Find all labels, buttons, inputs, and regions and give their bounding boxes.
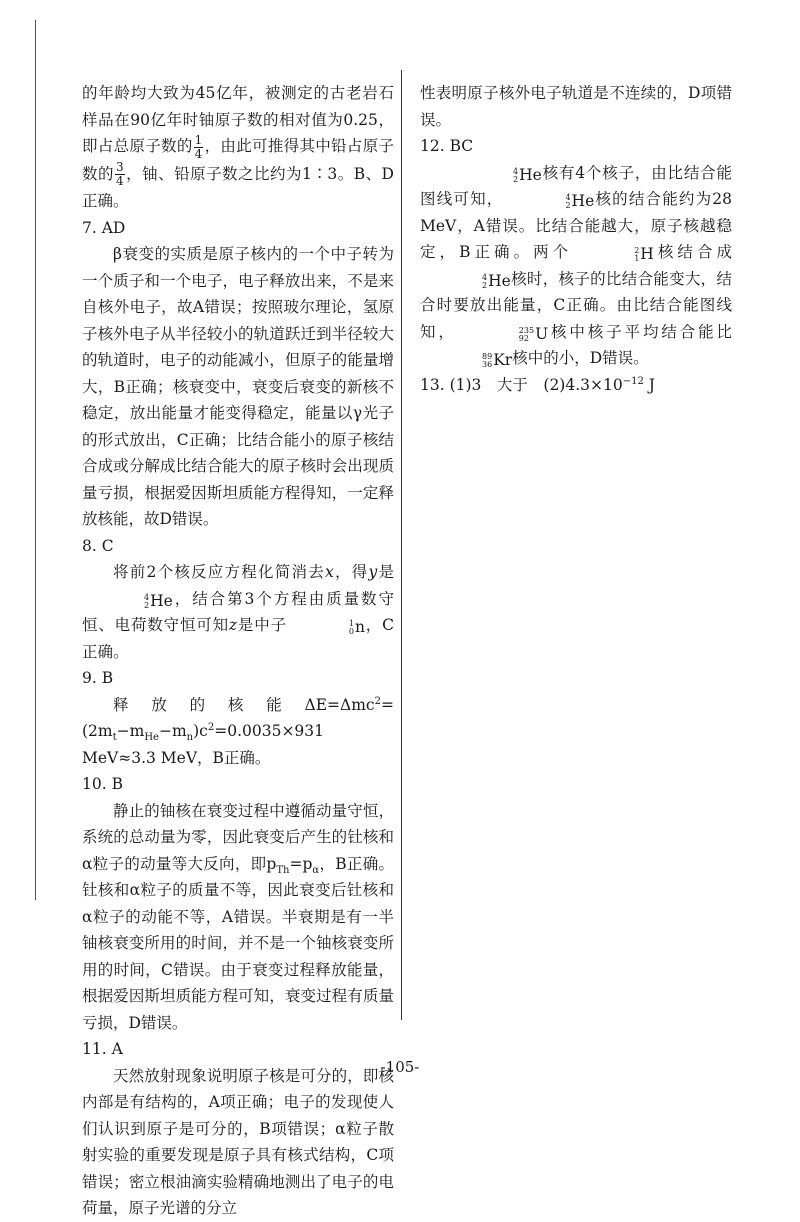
left-margin-rule	[35, 20, 36, 900]
question-13-answer: 13. (1)3 大于 $(2)4.3\times 10^{-12}$ J	[420, 375, 655, 394]
nuclide-helium-4: 4 2 He	[144, 591, 173, 610]
question-8-heading: 8. C	[82, 536, 114, 555]
question-10-explanation: 静止的铀核在衰变过程中遵循动量守恒，系统的总动量为零，因此衰变后产生的钍核和α粒子的动量等大反向，即$p_{Th}=p_\alpha$，B正确。钍核和α粒子的质量不等，因此衰变后钍核和α粒子的动能不等，A错误。半衰期是有一半铀核衰变所用的时间，并不是一个铀核衰变所用的时间，C错误。由于衰变过程释放能量，根据爱因斯坦质能方程可知，衰变过程有质量亏损，D错误。	[82, 801, 394, 1032]
question-10-heading: 10. B	[82, 775, 123, 793]
column-divider	[401, 70, 402, 1020]
question-7-explanation: β衰变的实质是原子核内的一个中子转为一个质子和一个电子，电子释放出来，不是来自核外电子，故A错误；按照玻尔理论，氢原子核外电子从半径较小的轨道跃迁到半径较大的轨道时，电子的动能减小，但原子的能量增大，B正确；核衰变中，衰变后衰变的新核不稳定，放出能量才能变得稳定，能量以γ光子的形式放出，C正确；比结合能小的原子核结合成或分解成比结合能大的原子核时会出现质量亏损，根据爱因斯坦质能方程得知，一定释放核能，故D错误。	[82, 245, 394, 528]
nuclide-neutron: 1 0 n	[348, 618, 365, 636]
right-column	[420, 80, 732, 398]
paragraph-continued: 的年龄均大致为45亿年，被测定的古老岩石样品在90亿年时铀原子数的相对值为0.25，即占总原子数的 $\frac{1}{4}$ ，由此可推得其中铅占原子数的 $\frac{3}{4}$ ，铀、铅原子数之比约为1∶3。B、D正确。	[82, 84, 394, 210]
nuclide-helium-4: 4 2 He	[565, 192, 595, 210]
question-8-explanation: 将前2个核反应方程化简消去x，得y是 4 2 He，结合第3个方程由质量数守恒、电荷数守恒可知z是中子 1 0 n，C正确。	[82, 563, 394, 661]
question-9-explanation: 释放的核能$\Delta E=\Delta mc^2=(2m_t-m_{He}-m_n)c^2=0.0035\times 931$ MeV≈3.3 MeV，B正确。	[82, 695, 394, 767]
nuclide-deuterium: 2 1 H	[634, 245, 654, 263]
question-12-heading: 12. BC	[420, 137, 474, 155]
nuclide-uranium-235: 235 92 U	[518, 324, 549, 343]
fraction-three-quarters: $\frac{3}{4}$	[115, 160, 124, 188]
nuclide-krypton-89: 89 36 Kr	[482, 351, 513, 369]
nuclide-helium-4: 4 2 He	[513, 165, 542, 184]
question-11-heading: 11. A	[82, 1040, 123, 1058]
page-number: -105-	[380, 1058, 420, 1076]
left-column	[82, 80, 394, 1222]
question-11-continued: 性表明原子核外电子轨道是不连续的，D项错误。	[420, 84, 732, 129]
question-12-explanation: 4 2 He核有4个核子，由比结合能图线可知， 4 2 He核的结合能约为28 MeV，A错误。比结合能越大，原子核越稳定，B正确。两个 2 1 H核结合成 4 2 He核时，核子的比结合能变大，结合时要放出能量，C正确。由比结合能图线知， 235 92 U核中核子平均结合能比 89 36 Kr核中的小，D错误。	[420, 163, 732, 369]
question-11-explanation: 天然放射现象说明原子核是可分的，即核内部是有结构的，A项正确；电子的发现使人们认识到原子是可分的，B项错误；α粒子散射实验的重要发现是原子具有核式结构，C项错误；密立根油滴实验精确地测出了电子的电荷量，原子光谱的分立	[82, 1066, 394, 1217]
fraction-one-quarter: $\frac{1}{4}$	[194, 132, 203, 161]
nuclide-helium-4: 4 2 He	[482, 271, 511, 290]
question-7-heading: 7. AD	[82, 218, 126, 237]
question-9-heading: 9. B	[82, 669, 114, 687]
